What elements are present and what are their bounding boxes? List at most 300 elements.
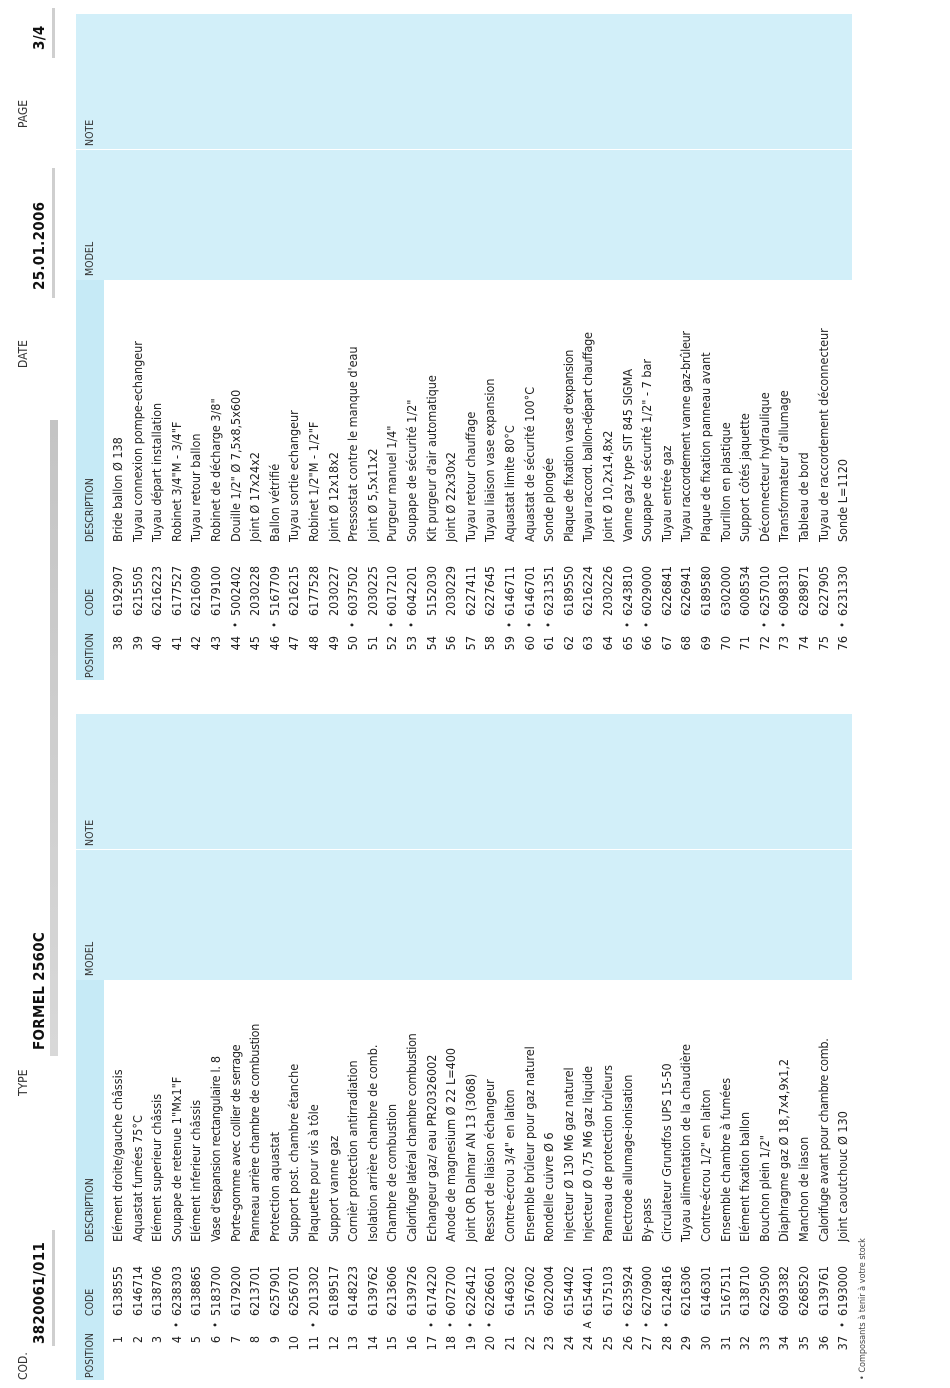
table-row [304,714,324,1380]
row-code: 6146302 [502,1265,517,1316]
row-code: 6235924 [619,1265,635,1316]
table-row [304,14,324,680]
row-description: Robinet de décharge 3/8" [208,398,223,542]
row-code: 6139761 [815,1265,831,1316]
row-description: Manchon de liason [796,1136,811,1242]
row-description: Robinet 3/4"M - 3/4"F [168,421,184,542]
row-position: 60 [521,636,537,651]
table-row [637,714,657,1380]
row-description: Bouchon plein 1/2" [756,1135,772,1242]
row-position: 75 [815,636,831,651]
row-mark: • [307,1322,320,1328]
row-code: 6268520 [796,1265,811,1316]
row-description: Isolation arrière chambre de comb. [364,1044,380,1242]
table-row [755,714,775,1380]
table-row [578,714,598,1380]
table-row [637,14,657,680]
row-description: Joint Ø 22x30x2 [443,452,459,542]
table-row [363,714,383,1380]
row-code: 6192907 [110,565,125,616]
row-code: 6227645 [482,565,498,616]
row-mark: • [228,622,242,628]
table-row [657,14,677,680]
row-description: Tuyau liaison vase expansion [482,378,498,542]
table-row [422,14,442,680]
table-row [520,714,540,1380]
row-position: 70 [717,636,733,651]
row-code: 6008534 [737,565,753,616]
row-description: Support vanne gaz [325,1135,341,1242]
row-mark: • [542,622,556,628]
row-description: Support post. chambre étanche [286,1063,302,1242]
row-description: Ensemble chambre à fumées [717,1077,733,1242]
row-code: 2030227 [325,565,341,616]
row-mark: • [267,622,281,628]
row-mark: • [522,622,536,628]
table-row [676,714,696,1380]
row-code: 6227905 [815,565,831,616]
row-description: Injecteur Ø 130 M6 gaz naturel [560,1067,576,1242]
row-position: 8 [247,1336,263,1344]
row-position: 13 [345,1336,361,1351]
table-row [618,14,638,680]
table-row [539,14,559,680]
table-row [128,14,148,680]
row-code: 6226412 [462,1265,478,1316]
table-row [108,14,128,680]
table-row [226,14,246,680]
row-code: 6179200 [227,1265,243,1316]
row-mark: • [463,1322,477,1328]
row-position: 9 [266,1336,282,1344]
table-row [774,714,794,1380]
col-description: DESCRIPTION [84,1178,96,1242]
row-position: 36 [815,1336,831,1351]
row-description: Panneau arrière chambre de combustion [247,1023,263,1242]
row-description: Bride ballon Ø 138 [110,437,125,542]
table-row [147,714,167,1380]
table-row [226,714,246,1380]
row-description: Aquastat fumées 75°C [129,1115,145,1242]
row-description: Support côtés jaquette [737,413,753,542]
table-row [735,714,755,1380]
table-row [363,14,383,680]
row-mark: • [640,622,654,628]
row-mark: A [581,1321,595,1329]
table-row [814,714,834,1380]
row-position: 7 [227,1336,243,1344]
table-row [343,714,363,1380]
row-code: 6257010 [756,565,772,616]
row-position: 61 [541,636,557,651]
row-position: 65 [619,636,635,651]
row-description: Ressort de liaison échangeur [482,1079,498,1242]
row-position: 24 [580,1336,596,1351]
table-row [794,714,814,1380]
table-row [167,714,187,1380]
table-row [500,714,520,1380]
col-code: CODE [84,588,96,616]
row-code: 6174220 [423,1265,439,1316]
row-position: 74 [796,636,811,651]
type-underline [50,420,58,1056]
row-position: 12 [325,1336,341,1351]
table-row [774,14,794,680]
row-description: Soupape de sécurité 1/2" [404,399,419,542]
parts-table-left [76,714,852,1380]
row-code: 5183700 [208,1265,223,1316]
row-code: 6216009 [188,565,204,616]
row-position: 71 [737,636,753,651]
row-code: 6227411 [462,565,478,616]
row-description: Tuyau connexion pompe-echangeur [129,341,145,542]
row-code: 6154401 [580,1265,596,1316]
row-code: 6093382 [776,1265,792,1316]
type-label: TYPE [16,1069,30,1096]
row-code: 6175103 [600,1265,615,1316]
row-code: 6022004 [541,1265,557,1316]
cod-label: COD. [16,1352,30,1380]
row-position: 41 [168,636,184,651]
table-row [559,714,579,1380]
row-code: 6098310 [776,565,792,616]
row-position: 47 [286,636,302,651]
row-description: Robinet 1/2"M - 1/2"F [306,421,321,542]
row-description: Panneau de protection brûleurs [600,1064,615,1242]
table-row [382,14,402,680]
row-position: 67 [658,636,674,651]
row-mark: • [659,1322,673,1328]
row-position: 68 [678,636,694,651]
table-row [814,14,834,680]
row-code: 2030228 [247,565,263,616]
row-position: 53 [404,636,419,651]
row-code: 6226941 [678,565,694,616]
row-mark: • [503,622,516,628]
row-description: Tuyau départ installation [149,402,165,542]
row-position: 52 [384,636,400,651]
row-position: 57 [462,636,478,651]
row-description: Echangeur gaz/ eau PR20326002 [423,1054,439,1242]
row-code: 6238303 [168,1265,184,1316]
row-position: 50 [345,636,361,651]
row-mark: • [209,1322,222,1328]
table-row [324,14,344,680]
parts-table-right [76,14,852,680]
row-position: 14 [364,1336,380,1351]
row-position: 66 [639,636,655,651]
table-row [402,714,422,1380]
table-row [324,714,344,1380]
row-description: Elément fixation ballon [737,1111,753,1242]
cod-value: 3820061/011 [30,1241,48,1344]
row-position: 40 [149,636,165,651]
page-label: PAGE [16,99,30,128]
row-position: 48 [306,636,321,651]
row-position: 6 [208,1336,223,1344]
table-row [480,14,500,680]
table-row [480,714,500,1380]
table-row [657,714,677,1380]
col-note: NOTE [84,119,96,146]
table-row [461,714,481,1380]
row-code: 2030225 [364,565,380,616]
row-code: 6146701 [521,565,537,616]
row-description: Tuyau retour ballon [188,433,204,542]
row-code: 6216223 [149,565,165,616]
table-row [206,714,226,1380]
row-code: 5167709 [266,565,282,616]
row-code: 6138865 [188,1265,204,1316]
row-code: 6229500 [756,1265,772,1316]
row-position: 24 [560,1336,576,1351]
row-code: 6148223 [345,1265,361,1316]
row-code: 6029000 [639,565,655,616]
row-code: 2013302 [306,1265,321,1316]
table-row [578,14,598,680]
row-position: 62 [560,636,576,651]
row-position: 39 [129,636,145,651]
row-position: 20 [482,1336,498,1351]
table-row [676,14,696,680]
row-description: Calorifuge avant pour chambre comb. [815,1038,831,1242]
row-position: 45 [247,636,263,651]
row-position: 3 [149,1336,165,1344]
table-row [245,14,265,680]
table-row [696,14,716,680]
row-position: 31 [717,1336,733,1351]
row-code: 6231351 [541,565,557,616]
row-position: 59 [502,636,517,651]
row-description: Vanne gaz type SIT 845 SIGMA [619,368,635,542]
row-position: 10 [286,1336,302,1351]
row-code: 6072700 [443,1265,459,1316]
table-row [284,714,304,1380]
table-row [696,714,716,1380]
table-row [167,14,187,680]
row-mark: • [385,622,399,628]
row-code: 6243810 [619,565,635,616]
table-row [265,714,285,1380]
row-description: Joint OR Dalmar AN 13 (3068) [462,1073,478,1242]
row-position: 11 [306,1336,321,1351]
row-code: 6302000 [717,565,733,616]
row-code: 6256701 [286,1265,302,1316]
table-row [128,714,148,1380]
row-position: 30 [698,1336,713,1351]
row-position: 73 [776,636,792,651]
col-model: MODEL [84,241,96,276]
date-label: DATE [16,340,30,368]
row-description: Plaquette pour vis à tôle [306,1104,321,1242]
row-code: 6226601 [482,1265,498,1316]
row-mark: • [757,622,771,628]
row-code: 6146714 [129,1265,145,1316]
row-position: 69 [698,636,713,651]
row-code: 6017210 [384,565,400,616]
row-description: Kit purgeur d'air automatique [423,375,439,542]
table-row [755,14,775,680]
row-position: 26 [619,1336,635,1351]
stock-footnote: • Composants à tenir à votre stock [858,1238,868,1380]
table-row [186,714,206,1380]
row-description: Aquastat limite 80°C [502,425,517,542]
row-mark: • [424,1322,438,1328]
row-position: 43 [208,636,223,651]
row-code: 6146711 [502,565,517,616]
row-code: 6216306 [678,1265,694,1316]
row-description: Purgeur manuel 1/4" [384,425,400,542]
row-position: 49 [325,636,341,651]
row-position: 22 [521,1336,537,1351]
row-code: 6189580 [698,565,713,616]
row-code: 6138706 [149,1265,165,1316]
row-position: 35 [796,1336,811,1351]
row-code: 6177528 [306,565,321,616]
row-position: 44 [227,636,243,651]
row-description: Chambre de combustion [384,1103,400,1242]
row-code: 6215505 [129,565,145,616]
table-row [716,714,736,1380]
row-description: Rondelle cuivre Ø 6 [541,1132,557,1242]
row-description: Elément inferieur châssis [188,1099,204,1242]
row-code: 6189517 [325,1265,341,1316]
row-description: Protection aquastat [266,1131,282,1242]
row-code: 6177527 [168,565,184,616]
row-description: Calorifuge latéral chambre combustion [404,1033,419,1242]
row-position: 4 [168,1336,184,1344]
row-description: Cornièr protection antirradiation [345,1060,361,1242]
row-description: Joint caoutchouc Ø 130 [835,1111,851,1242]
table-row [402,14,422,680]
row-position: 23 [541,1336,557,1351]
row-mark: • [620,1322,634,1328]
table-row [284,14,304,680]
row-position: 19 [462,1336,478,1351]
row-description: Soupape de retenue 1"Mx1"F [168,1076,184,1242]
row-code: 6257901 [266,1265,282,1316]
row-code: 6146301 [698,1265,713,1316]
col-description: DESCRIPTION [84,478,96,542]
row-code: 6216224 [580,565,596,616]
row-position: 34 [776,1336,792,1351]
row-position: 54 [423,636,439,651]
row-description: Sonde plongée [541,457,557,542]
row-code: 6213701 [247,1265,263,1316]
row-code: 6189550 [560,565,576,616]
table-row [618,714,638,1380]
table-row [461,14,481,680]
table-row [833,14,853,680]
row-mark: • [444,1322,458,1328]
row-mark: • [620,622,634,628]
row-position: 27 [639,1336,655,1351]
row-mark: • [777,622,791,628]
row-description: By-pass [639,1198,655,1242]
date-value: 25.01.2006 [30,201,48,290]
row-description: Tuyau raccordement vanne gaz-brûleur [678,331,694,542]
row-code: 5002402 [227,565,243,616]
table-row [441,14,461,680]
row-description: Tuyau sortie echangeur [286,410,302,542]
row-code: 6139762 [364,1265,380,1316]
row-description: Tuyau de raccordement déconnecteur [815,328,831,542]
date-underline [52,168,55,298]
page-value: 3/4 [30,25,48,50]
table-row [265,14,285,680]
row-mark: • [483,1322,497,1328]
row-code: 2030226 [600,565,615,616]
row-description: Tuyau entrée gaz [658,445,674,542]
table-row [500,14,520,680]
table-row [520,14,540,680]
row-description: Porte-gomme avec collier de serrage [227,1044,243,1242]
row-description: Contre-écrou 3/4" en laiton [502,1089,517,1242]
row-code: 6226841 [658,565,674,616]
table-row [147,14,167,680]
col-position: POSITION [84,633,96,678]
row-description: Ensemble brûleur pour gaz naturel [521,1046,537,1242]
row-code: 5152030 [423,565,439,616]
table-row [539,714,559,1380]
row-description: Electrode allumage-ionisation [619,1074,635,1242]
page-underline [52,8,55,58]
row-position: 63 [580,636,596,651]
row-position: 18 [443,1336,459,1351]
row-position: 56 [443,636,459,651]
row-code: 6139726 [404,1265,419,1316]
row-code: 2030229 [443,565,459,616]
row-position: 51 [364,636,380,651]
row-description: Douille 1/2" Ø 7,5x8,5x600 [227,389,243,542]
row-position: 1 [110,1336,125,1344]
row-position: 38 [110,636,125,651]
row-description: Joint Ø 17x24x2 [247,452,263,542]
row-description: Tableau de bord [796,452,811,542]
row-position: 17 [423,1336,439,1351]
table-row [735,14,755,680]
row-description: Anode de magnesium Ø 22 L=400 [443,1047,459,1242]
row-code: 6179100 [208,565,223,616]
row-code: 6138555 [110,1265,125,1316]
row-description: Transformateur d'allumage [776,390,792,542]
row-position: 37 [835,1336,851,1351]
row-position: 33 [756,1336,772,1351]
table-row [559,14,579,680]
row-code: 6138710 [737,1265,753,1316]
row-position: 32 [737,1336,753,1351]
row-position: 72 [756,636,772,651]
row-code: 6124816 [658,1265,674,1316]
table-row [108,714,128,1380]
row-position: 58 [482,636,498,651]
row-position: 76 [835,636,851,651]
type-value: FORMEL 2560C [30,931,48,1050]
table-row [206,14,226,680]
row-mark: • [405,622,418,628]
table-row [186,14,206,680]
row-code: 5167602 [521,1265,537,1316]
row-code: 6154402 [560,1265,576,1316]
table-row [245,714,265,1380]
row-position: 28 [658,1336,674,1351]
row-description: Plaque de fixation panneau avant [698,352,713,542]
row-description: Pressostat contre le manque d'eau [345,346,361,542]
row-position: 21 [502,1336,517,1351]
table-row [716,14,736,680]
row-description: Elément droite/gauche châssis [110,1069,125,1242]
row-description: Diaphragme gaz Ø 18,7x4,9x1,2 [776,1058,792,1242]
